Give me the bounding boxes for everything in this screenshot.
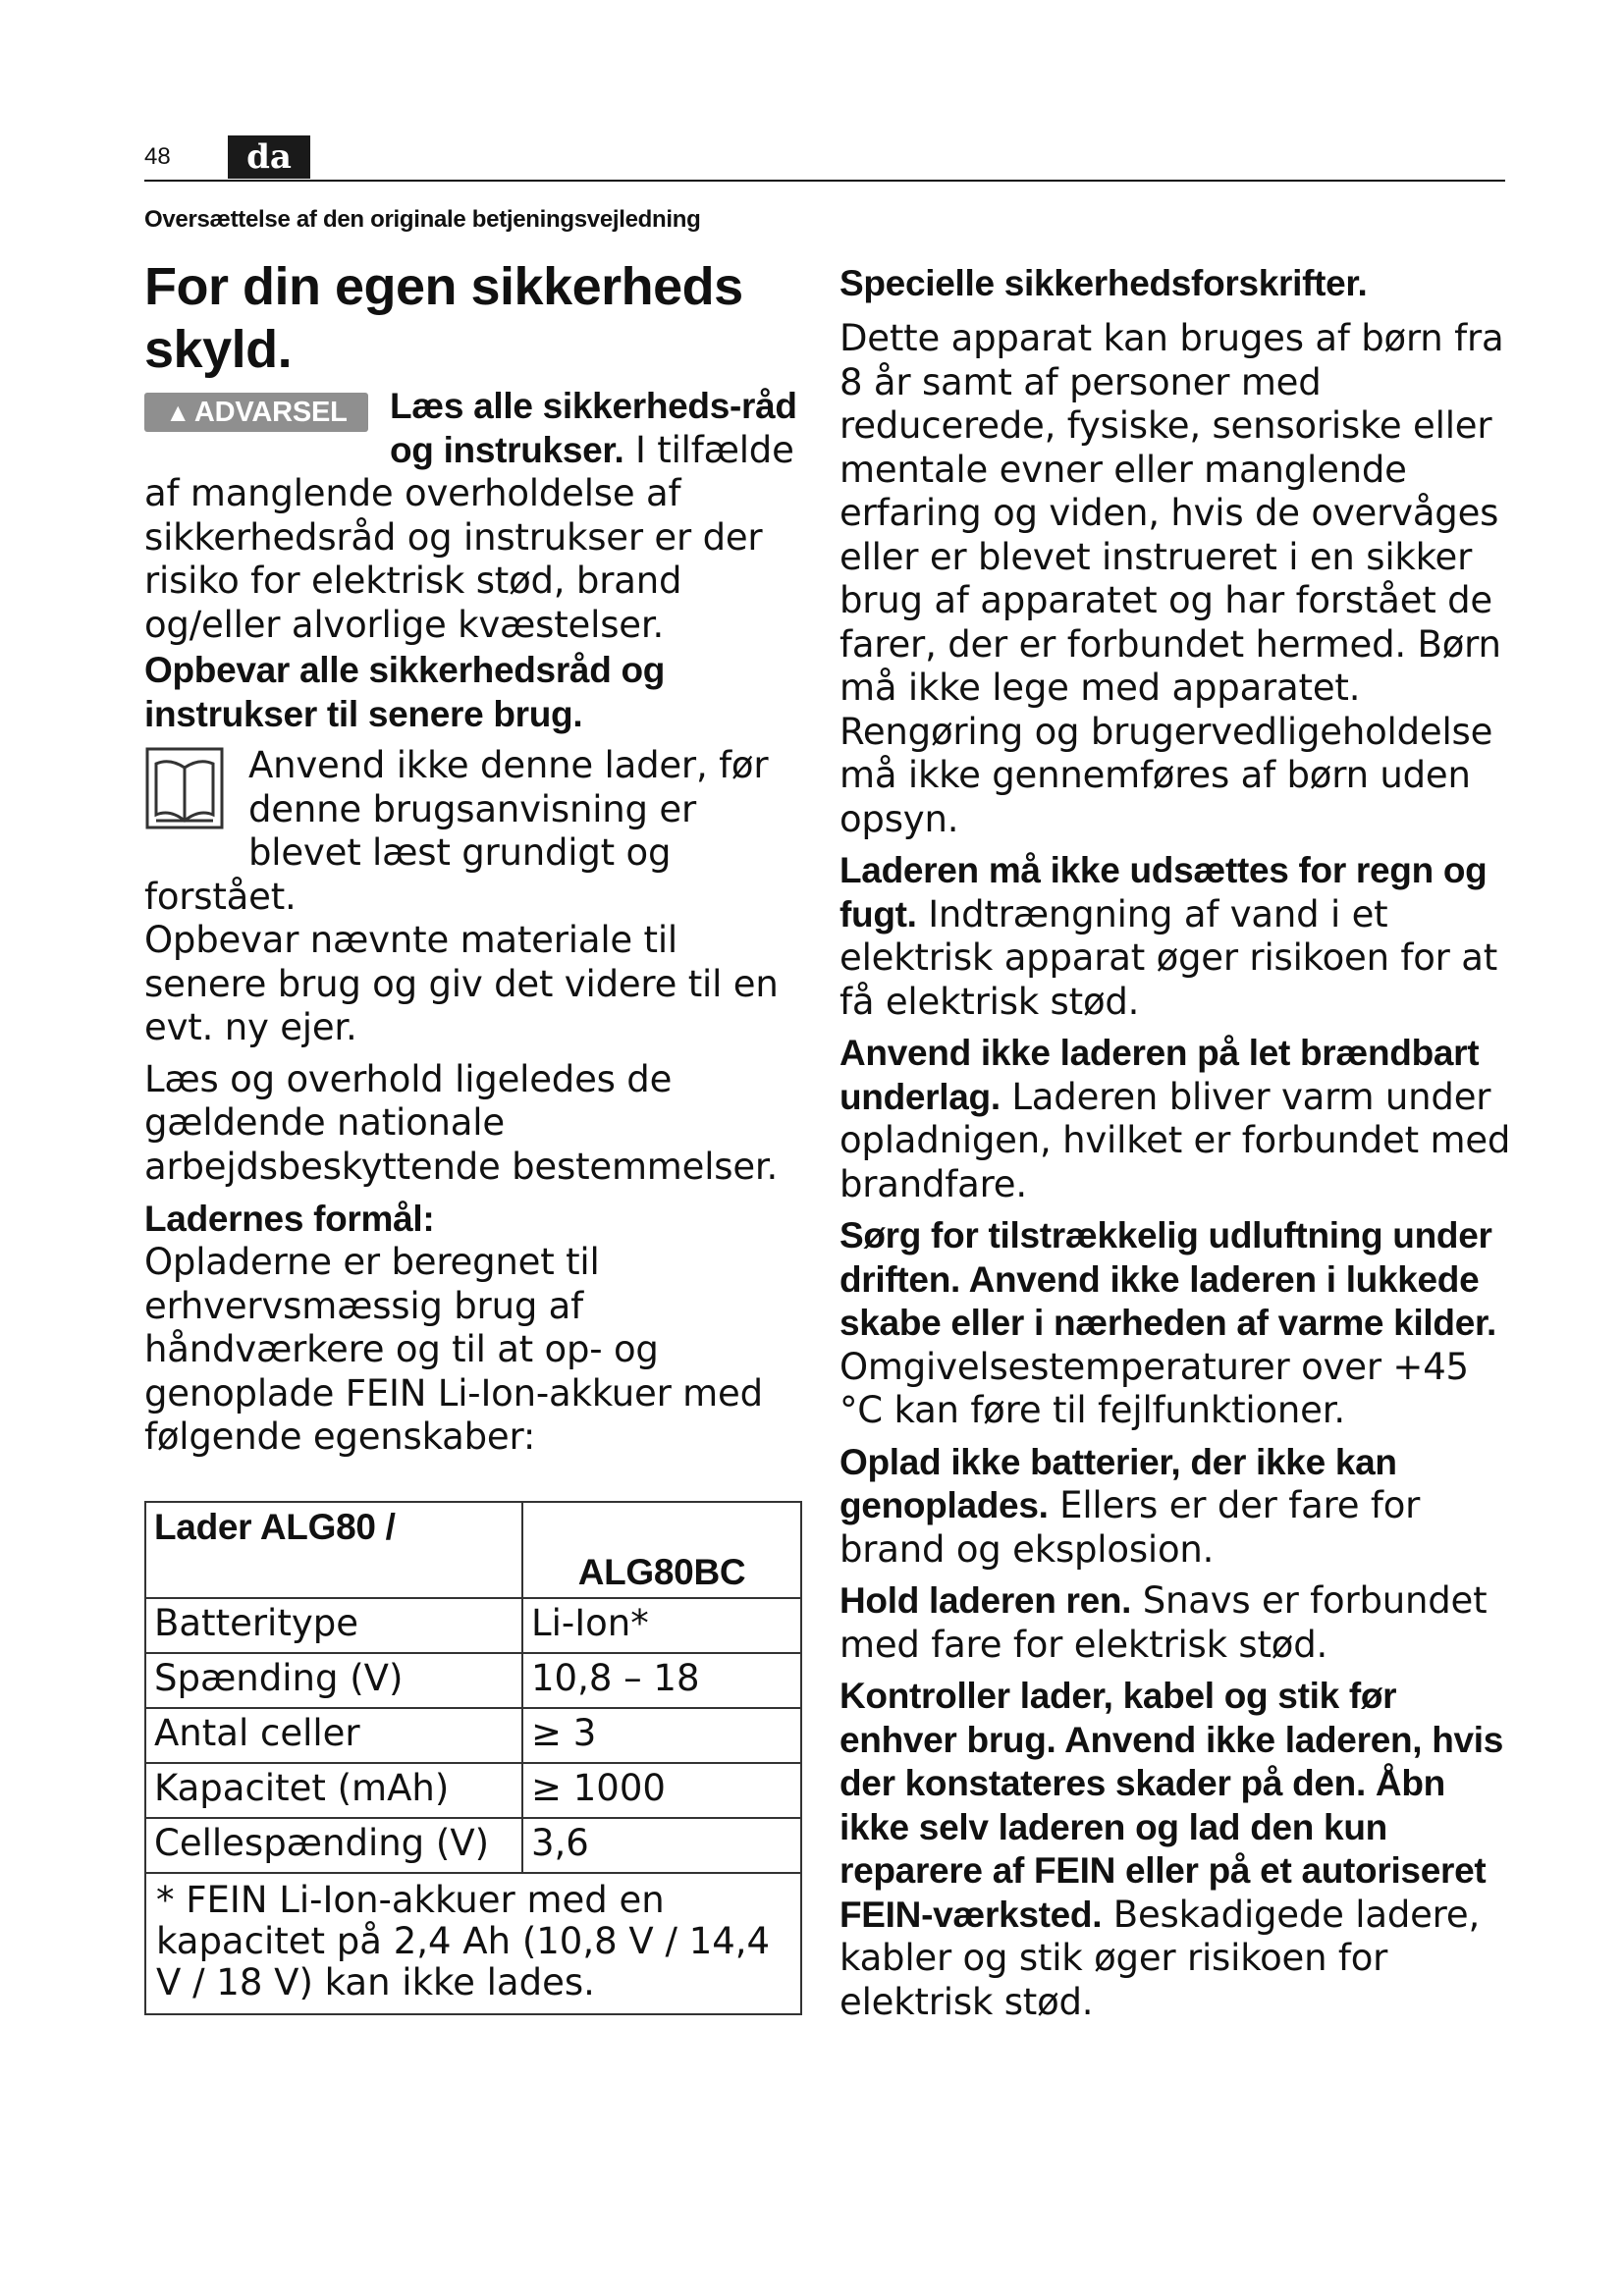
regulations-text: Læs og overhold ligeledes de gældende nationale arbejdsbeskyttende bestemmelser. [144, 1057, 779, 1188]
safety-item [839, 1579, 1512, 1667]
safety-item-text: Indtrængning af vand i et elektrisk apparat øger risikoen for at få elektrisk stød. [839, 892, 1498, 1023]
warning-bold: Læs alle sikkerheds-råd og instrukser. [390, 386, 797, 470]
warning-paragraph [144, 385, 802, 647]
warning-badge-label: ADVARSEL [193, 396, 348, 428]
safety-item-text: Omgivelsestemperaturer over +45 °C kan føre til fejlfunktioner. [839, 1345, 1469, 1431]
safety-item-text: Snavs er forbundet med fare for elektrisk stød. [839, 1579, 1488, 1666]
table-cell-value: 3,6 [522, 1818, 801, 1873]
table-cell-label: Cellespænding (V) [145, 1818, 522, 1873]
warning-triangle-icon: ▲ [165, 397, 190, 427]
safety-item [839, 1441, 1512, 1573]
table-row [145, 1763, 801, 1818]
safety-item-bold: Hold laderen ren. [839, 1580, 1132, 1621]
document-subtitle: Oversættelse af den originale betjeningsvejledning [144, 206, 701, 233]
table-cell-label: Spænding (V) [145, 1653, 522, 1708]
table-footnote: * FEIN Li-Ion-akkuer med en kapacitet på 2,4 Ah (10,8 V / 14,4 V / 18 V) kan ikke lades. [145, 1873, 801, 2014]
table-cell-label: Kapacitet (mAh) [145, 1763, 522, 1818]
table-header-right: ALG80BC [522, 1502, 801, 1598]
safety-item-bold: Anvend ikke laderen på let brændbart underlag. [839, 1033, 1480, 1117]
table-row [145, 1598, 801, 1653]
left-column [144, 255, 802, 2015]
safety-item-text: Beskadigede ladere, kabler og stik øger risikoen for elektrisk stød. [839, 1893, 1481, 2023]
manual-paragraph [144, 744, 802, 919]
table-row [145, 1653, 801, 1708]
battery-spec-table [144, 1501, 802, 2015]
keep-text: Opbevar nævnte materiale til senere brug og giv det videre til en evt. ny ejer. [144, 919, 779, 1048]
purpose-heading: Ladernes formål: [144, 1199, 435, 1239]
safety-item-bold: Sørg for tilstrækkelig udluftning under driften. Anvend ikke laderen i lukkede skabe eller i nærheden af varme kilder. [839, 1215, 1497, 1343]
safety-item [839, 1675, 1512, 2024]
header-divider [144, 180, 1505, 182]
table-cell-value: ≥ 1000 [522, 1763, 801, 1818]
table-cell-value: Li-Ion* [522, 1598, 801, 1653]
table-header-left: Lader ALG80 / [145, 1502, 522, 1598]
table-header-row [145, 1502, 801, 1598]
page-number: 48 [144, 143, 171, 170]
safety-item [839, 849, 1512, 1024]
table-cell-value: ≥ 3 [522, 1708, 801, 1763]
warning-text: I tilfælde af manglende overholdelse af sikkerhedsråd og instrukser er der risiko for elektrisk stød, brand og/eller alvorlige kvæstelser. [144, 428, 794, 646]
language-badge: da [228, 135, 310, 179]
table-footnote-row [145, 1873, 801, 2014]
table-cell-value: 10,8 – 18 [522, 1653, 801, 1708]
purpose-text: Opladerne er beregnet til erhvervsmæssig brug af håndværkere og til at op- og genoplade FEIN Li-Ion-akkuer med følgende egenskaber: [144, 1241, 763, 1458]
right-column [839, 255, 1512, 2032]
manual-text: Anvend ikke denne lader, før denne brugsanvisning er blevet læst grundigt og forstået. [144, 744, 769, 918]
section-title: For din egen sikkerheds skyld. [144, 257, 743, 379]
safety-item-bold: Kontroller lader, kabel og stik før enhver brug. Anvend ikke laderen, hvis der konstateres skader på den. Åbn ikke selv laderen og lad den kun reparere af FEIN eller på et autoriseret FEIN-værksted. [839, 1676, 1504, 1935]
safety-item [839, 1032, 1512, 1206]
safety-item [839, 1214, 1512, 1433]
table-cell-label: Antal celler [145, 1708, 522, 1763]
safety-item-bold: Oplad ikke batterier, der ikke kan genoplades. [839, 1441, 1397, 1525]
safety-item-text: Ellers er der fare for brand og eksplosion. [839, 1484, 1421, 1571]
keep-bold: Opbevar alle sikkerhedsråd og instrukser til senere brug. [144, 650, 666, 734]
table-row [145, 1708, 801, 1763]
safety-item-text: Laderen bliver varm under opladnigen, hvilket er forbundet med brandfare. [839, 1075, 1511, 1205]
table-row [145, 1818, 801, 1873]
keep-instructions-bold [144, 649, 802, 736]
special-safety-heading: Specielle sikkerhedsforskrifter. [839, 263, 1368, 303]
children-paragraph: Dette apparat kan bruges af børn fra 8 år samt af personer med reducerede, fysiske, sensoriske eller mentale evner eller manglende erfaring og viden, hvis de overvåges eller er blevet instrueret i en sikker brug af apparatet og har forstået de farer, der er forbundet hermed. Børn må ikke lege med apparatet. Rengøring og brugervedligeholdelse må ikke gennemføres af børn uden opsyn. [839, 317, 1504, 840]
open-book-icon [144, 746, 225, 832]
safety-item-bold: Laderen må ikke udsættes for regn og fugt. [839, 850, 1488, 934]
warning-badge [144, 393, 368, 432]
table-cell-label: Batteritype [145, 1598, 522, 1653]
